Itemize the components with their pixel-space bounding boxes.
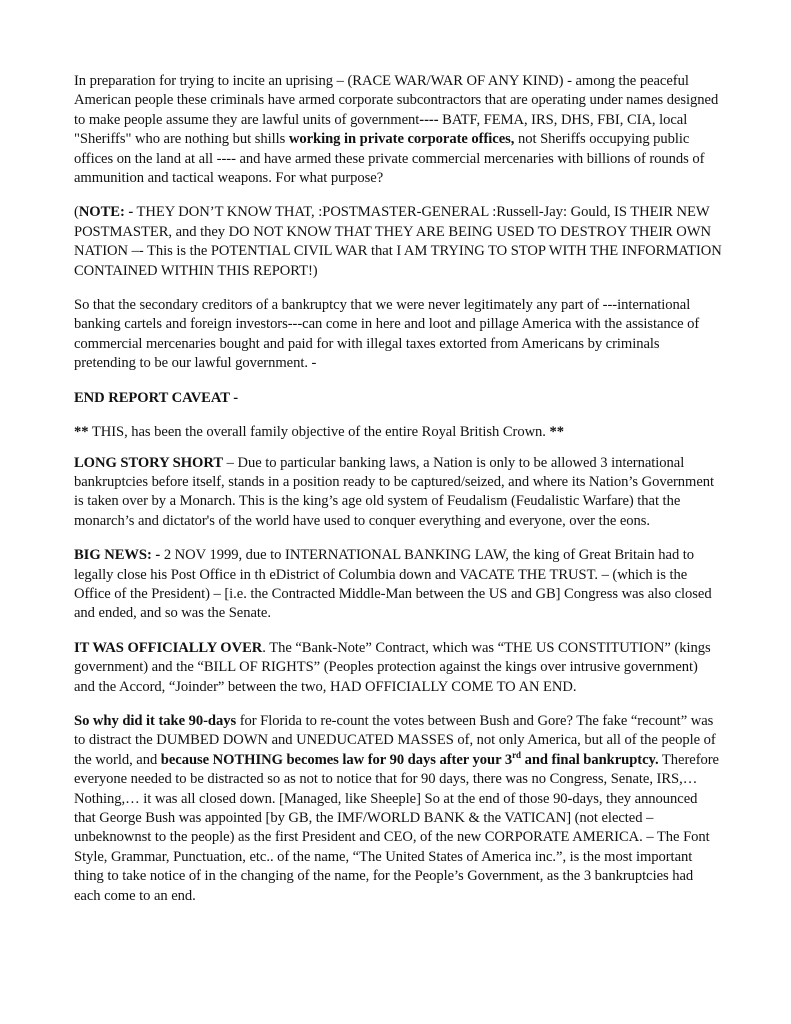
paragraph-note bbox=[74, 203, 722, 281]
bold-text: ---- bbox=[419, 111, 439, 128]
text: So that the secondary creditors of a bankruptcy that we were never legitimately any part of ---international banking cartels and foreign investors---can come in here and loot and pillage America with the assistance of commercial mercenaries bought and paid for with illegal taxes extorted from Americans by criminals pretending to be our lawful government. - bbox=[74, 297, 700, 372]
text: THEY DON’T KNOW THAT, :POSTMASTER-GENERAL :Russell-Jay: Gould, IS THEIR NEW POSTMASTER, and they DO NOT KNOW THAT THEY ARE BEING USED TO DESTROY THEIR OWN NATION –- This is the POTENTIAL CIVIL WAR that I AM TRYING TO STOP WITH THE INFORMATION CONTAINED WITHIN THIS REPORT!) bbox=[74, 204, 722, 279]
paragraph-uprising bbox=[74, 72, 722, 188]
bold-text: ** bbox=[74, 424, 89, 441]
bold-text: ** bbox=[549, 424, 564, 441]
paragraph-90-days bbox=[74, 712, 722, 906]
text: Therefore everyone needed to be distracted so as not to notice that for 90 days, there was no Congress, Senate, IRS,… Nothing,… it was all closed down. [Managed, like Sheeple] So at the end of those 90-days, they announced that George Bush was appointed [by GB, the IMF/WORLD BANK & the VATICAN] (not elected – unbeknownst to the people) as the first President and CEO, of the new CORPORATE AMERICA. – The Font Style, Grammar, Punctuation, etc.. of the name, “The United States of America inc.”, is the most important thing to take notice of in the changing of the name, for the People’s Government, as the 3 bankruptcies had each come to an end. bbox=[74, 751, 719, 904]
text: – Due to particular banking laws, a Nation is only to be allowed 3 international bankruptcies before itself, stands in a position ready to be captured/seized, and where its Nation’s Government is taken over by a Monarch. This is the king’s age old system of Feudalism (Feudalistic Warfare) that the monarch’s and dictator's of the world have used to conquer everything and everyone, over the eons. bbox=[74, 454, 715, 529]
document-page bbox=[74, 72, 722, 921]
paragraph-end-report-caveat bbox=[74, 389, 722, 408]
paragraph-long-story-short bbox=[74, 454, 722, 532]
superscript-text: rd bbox=[512, 749, 521, 760]
text: ( bbox=[74, 204, 79, 221]
paragraph-royal-crown bbox=[74, 423, 722, 442]
bold-text: BIG NEWS: - bbox=[74, 547, 161, 564]
paragraph-creditors bbox=[74, 296, 722, 374]
bold-text: LONG STORY SHORT bbox=[74, 454, 224, 471]
text: In preparation for trying to incite an uprising – (RACE WAR/WAR OF ANY KIND) - among the peaceful American people these criminals have armed corporate subcontractors that are operating under names designed to make people assume they are lawful units of government bbox=[74, 73, 719, 128]
bold-text: because NOTHING becomes law for 90 days after your 3 bbox=[160, 751, 513, 768]
bold-text: NOTE: - bbox=[78, 204, 134, 221]
paragraph-officially-over bbox=[74, 639, 722, 697]
text: not Sheriffs occupying public offices on the land at all ---- and have armed these private commercial mercenaries with billions of rounds of ammunition and tactical weapons. For what purpose? bbox=[74, 131, 705, 187]
text: for Florida to re-count the votes between Bush and Gore? The fake “recount” was to distract the DUMBED DOWN and UNEDUCATED MASSES of, not only America, but all of the people of the world, and bbox=[74, 712, 716, 768]
bold-text: working in private corporate offices, bbox=[288, 131, 515, 148]
text: BATF, FEMA, IRS, DHS, FBI, CIA, local "Sheriffs" who are nothing but shills bbox=[74, 111, 688, 148]
text: . The “Bank-Note” Contract, which was “THE US CONSTITUTION” (kings government) and the “BILL OF RIGHTS” (Peoples protection against the kings over intrusive government) and the Accord, “Joinder” between the two, HAD OFFICIALLY COME TO AN END. bbox=[74, 639, 711, 695]
bold-text: and final bankruptcy. bbox=[520, 751, 659, 768]
bold-text: So why did it take 90-days bbox=[74, 712, 237, 729]
bold-text: END REPORT CAVEAT - bbox=[74, 389, 239, 406]
text: 2 NOV 1999, due to INTERNATIONAL BANKING LAW, the king of Great Britain had to legally close his Post Office in th eDistrict of Columbia down and VACATE THE TRUST. – (which is the Office of the President) – [i.e. the Contracted Middle-Man between the US and GB] Congress was also closed and ended, and so was the Senate. bbox=[74, 547, 712, 622]
text: THIS, has been the overall family objective of the entire Royal British Crown. bbox=[88, 424, 550, 441]
paragraph-big-news bbox=[74, 546, 722, 624]
bold-text: IT WAS OFFICIALLY OVER bbox=[74, 639, 263, 656]
